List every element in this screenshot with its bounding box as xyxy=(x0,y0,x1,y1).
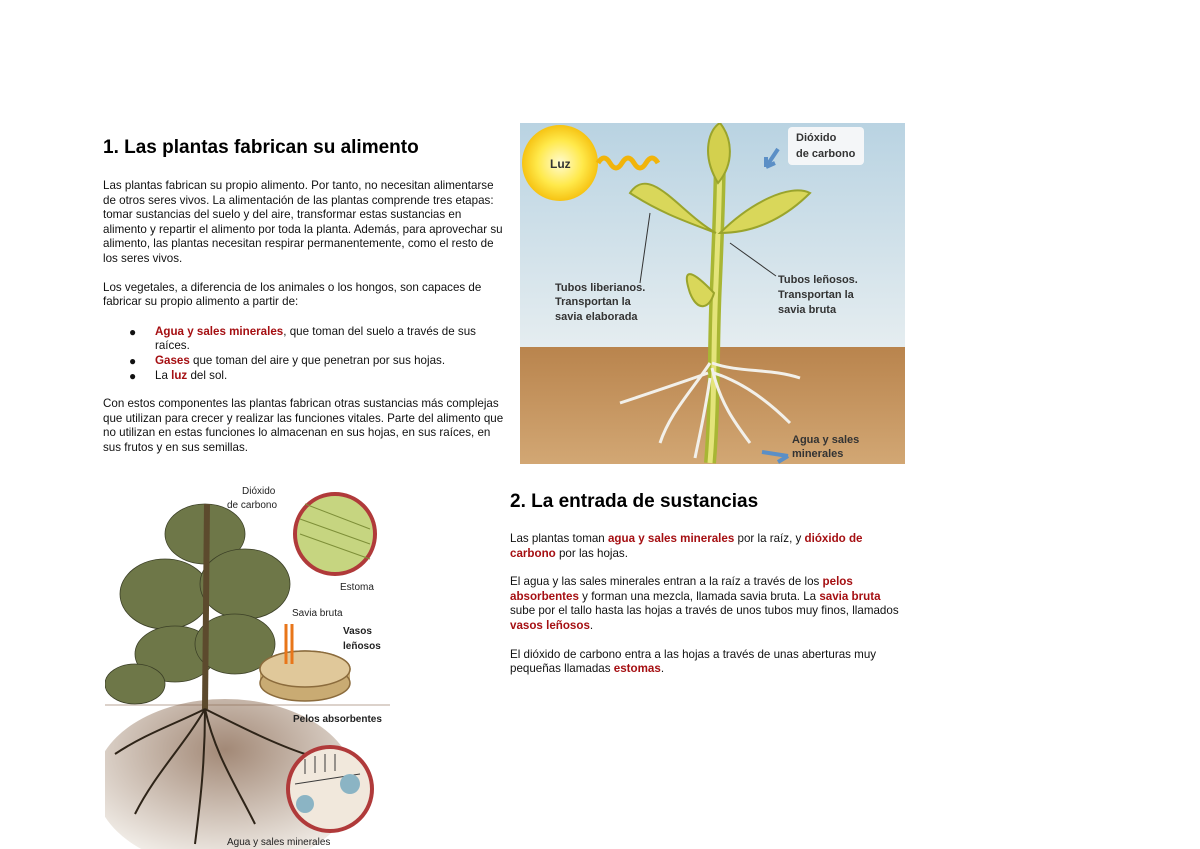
svg-text:Vasos leñosos: Vasos leñosos xyxy=(343,626,381,652)
section-1-para-3: Con estos componentes las plantas fabrican otras sustancias más complejas que utilizan para crecer y realizar las funciones vitales. Parte del alimento que no utilizan en estas funciones lo almacenan en sus hojas, en sus raíces, en sus frutos y en sus semillas. xyxy=(103,397,504,454)
svg-text:Pelos absorbentes: Pelos absorbentes xyxy=(293,714,382,725)
bullet-icon: ● xyxy=(129,324,137,339)
section-1 xyxy=(103,137,508,456)
list-item: ● Agua y sales minerales, que toman del suelo a través de sus raíces. xyxy=(129,324,476,353)
svg-text:de carbono: de carbono xyxy=(796,148,856,160)
bullet-icon: ● xyxy=(129,353,137,368)
svg-text:Tubos leñosos. Transportan: Tubos leñosos. Transportan la savia bruta xyxy=(778,274,858,316)
photosynthesis-diagram xyxy=(520,123,905,464)
section-1-para-1: Las plantas fabrican su propio alimento. Por tanto, no necesitan alimentarse de otros seres vivos. La alimentación de las plantas comprende tres etapas: tomar sustancias del suelo y del aire, transformar estas sustancias en alimento y repartir el alimento por toda la planta. Además, para aprovechar su alimento, las plantas necesitan respirar permanentemente, como el resto de los seres vivos. xyxy=(103,179,503,265)
svg-text:Agua y sales minerales: Agua y sales minerales xyxy=(792,434,860,460)
svg-text:Savia bruta: Savia bruta xyxy=(292,608,343,619)
svg-text:Agua y sales minerales: Agua y sales minerales xyxy=(227,837,331,848)
section-2-para-1: Las plantas toman agua y sales minerales por la raíz, y dióxido de carbono por las hojas. xyxy=(510,532,863,560)
svg-text:Dióxido: Dióxido xyxy=(796,132,837,144)
section-1-para-2: Los vegetales, a diferencia de los animales o los hongos, son capaces de fabricar su propio alimento a partir de: xyxy=(103,280,482,309)
list-item: ● La luz del sol. xyxy=(129,368,228,383)
list-item: ● Gases que toman del aire y que penetran por sus hojas. xyxy=(129,353,446,368)
svg-text:Estoma: Estoma xyxy=(340,582,374,593)
section-2-para-3: El dióxido de carbono entra a las hojas a través de unas aberturas muy pequeñas llamadas estomas. xyxy=(510,647,877,676)
section-1-title: 1. Las plantas fabrican su alimento xyxy=(103,137,419,158)
section-2 xyxy=(510,491,905,677)
section-2-para-2: El agua y las sales minerales entran a la raíz a través de los pelos absorbentes y forman una mezcla, llamada savia bruta. La savia bruta sube por el tallo hasta las hojas a través de unos tubos muy finos, llamados vasos leñosos. xyxy=(510,575,899,632)
section-2-title: 2. La entrada de sustancias xyxy=(510,491,759,512)
bullet-icon: ● xyxy=(129,368,137,383)
svg-text:Dióxido de carbono: Dióxido de carbono xyxy=(227,486,278,511)
ingredients-list xyxy=(103,325,508,383)
absorption-diagram xyxy=(105,484,390,849)
svg-text:Tubos liberianos. Transpor: Tubos liberianos. Transportan la savia elaborada xyxy=(555,282,646,323)
luz-label: Luz xyxy=(550,157,571,171)
